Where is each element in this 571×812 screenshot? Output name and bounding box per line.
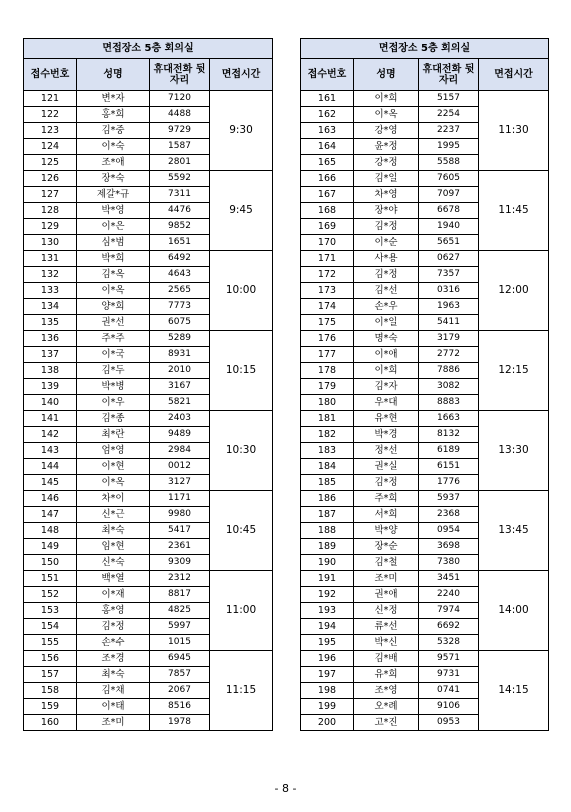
interview-time-cell: 11:30 [479,91,549,171]
table-row [24,91,273,107]
phone-digits-cell: 1978 [150,715,210,731]
name-cell: 조*미 [77,715,150,731]
phone-digits-cell: 9731 [419,667,479,683]
phone-digits-cell: 3082 [419,379,479,395]
phone-digits-cell: 1587 [150,139,210,155]
name-cell: 조*미 [354,571,419,587]
phone-digits-cell: 2254 [419,107,479,123]
name-cell: 이*재 [77,587,150,603]
phone-digits-cell: 0627 [419,251,479,267]
receipt-number-cell: 180 [301,395,354,411]
receipt-number-cell: 187 [301,507,354,523]
receipt-number-cell: 131 [24,251,77,267]
name-cell: 명*숙 [354,331,419,347]
name-cell: 김*정 [354,475,419,491]
table-row [301,651,549,667]
phone-digits-cell: 7886 [419,363,479,379]
phone-digits-cell: 2801 [150,155,210,171]
receipt-number-cell: 173 [301,283,354,299]
phone-digits-cell: 6075 [150,315,210,331]
receipt-number-cell: 127 [24,187,77,203]
name-cell: 김*자 [354,379,419,395]
receipt-number-cell: 197 [301,667,354,683]
receipt-number-cell: 168 [301,203,354,219]
receipt-number-cell: 129 [24,219,77,235]
name-cell: 조*애 [77,155,150,171]
header-phone-digits: 휴대전화 뒷자리 [150,59,210,91]
receipt-number-cell: 160 [24,715,77,731]
phone-digits-cell: 3698 [419,539,479,555]
name-cell: 박*양 [354,523,419,539]
table-title: 면접장소 5층 회의실 [301,39,549,59]
interview-time-cell: 10:30 [210,411,273,491]
receipt-number-cell: 135 [24,315,77,331]
phone-digits-cell: 0953 [419,715,479,731]
table-row [301,91,549,107]
interview-time-cell: 14:00 [479,571,549,651]
receipt-number-cell: 185 [301,475,354,491]
name-cell: 유*현 [354,411,419,427]
receipt-number-cell: 174 [301,299,354,315]
receipt-number-cell: 143 [24,443,77,459]
receipt-number-cell: 170 [301,235,354,251]
receipt-number-cell: 155 [24,635,77,651]
receipt-number-cell: 179 [301,379,354,395]
table-row [24,651,273,667]
receipt-number-cell: 145 [24,475,77,491]
name-cell: 이*우 [77,395,150,411]
name-cell: 장*야 [354,203,419,219]
phone-digits-cell: 5997 [150,619,210,635]
name-cell: 이*옥 [77,283,150,299]
table-row [301,411,549,427]
phone-digits-cell: 3167 [150,379,210,395]
name-cell: 우*대 [354,395,419,411]
name-cell: 정*선 [354,443,419,459]
name-cell: 주*희 [354,491,419,507]
phone-digits-cell: 1940 [419,219,479,235]
name-cell: 박*신 [354,635,419,651]
receipt-number-cell: 171 [301,251,354,267]
receipt-number-cell: 195 [301,635,354,651]
receipt-number-cell: 153 [24,603,77,619]
table-row [24,491,273,507]
schedule-table-right [300,38,549,731]
name-cell: 고*진 [354,715,419,731]
receipt-number-cell: 181 [301,411,354,427]
name-cell: 이*순 [354,235,419,251]
name-cell: 김*일 [354,171,419,187]
phone-digits-cell: 5157 [419,91,479,107]
phone-digits-cell: 4643 [150,267,210,283]
name-cell: 장*순 [354,539,419,555]
phone-digits-cell: 7311 [150,187,210,203]
receipt-number-cell: 150 [24,555,77,571]
name-cell: 조*영 [354,683,419,699]
phone-digits-cell: 2240 [419,587,479,603]
receipt-number-cell: 138 [24,363,77,379]
header-interview-time: 면접시간 [210,59,273,91]
phone-digits-cell: 5289 [150,331,210,347]
receipt-number-cell: 142 [24,427,77,443]
name-cell: 신*근 [77,507,150,523]
receipt-number-cell: 176 [301,331,354,347]
phone-digits-cell: 4825 [150,603,210,619]
receipt-number-cell: 124 [24,139,77,155]
phone-digits-cell: 9489 [150,427,210,443]
name-cell: 백*열 [77,571,150,587]
name-cell: 이*현 [77,459,150,475]
table-row [301,491,549,507]
table-row [24,411,273,427]
table-row [24,251,273,267]
name-cell: 오*례 [354,699,419,715]
interview-time-cell: 10:45 [210,491,273,571]
name-cell: 김*두 [77,363,150,379]
phone-digits-cell: 5592 [150,171,210,187]
phone-digits-cell: 3127 [150,475,210,491]
phone-digits-cell: 7974 [419,603,479,619]
name-cell: 사*용 [354,251,419,267]
name-cell: 차*영 [354,187,419,203]
name-cell: 조*경 [77,651,150,667]
receipt-number-cell: 193 [301,603,354,619]
receipt-number-cell: 169 [301,219,354,235]
receipt-number-cell: 121 [24,91,77,107]
phone-digits-cell: 1015 [150,635,210,651]
name-cell: 이*옥 [354,107,419,123]
receipt-number-cell: 189 [301,539,354,555]
name-cell: 변*자 [77,91,150,107]
table-row [301,571,549,587]
phone-digits-cell: 9309 [150,555,210,571]
receipt-number-cell: 198 [301,683,354,699]
table-title: 면접장소 5층 회의실 [24,39,273,59]
receipt-number-cell: 146 [24,491,77,507]
receipt-number-cell: 148 [24,523,77,539]
name-cell: 홍*희 [77,107,150,123]
name-cell: 김*선 [354,283,419,299]
interview-time-cell: 11:45 [479,171,549,251]
name-cell: 최*숙 [77,667,150,683]
receipt-number-cell: 134 [24,299,77,315]
receipt-number-cell: 166 [301,171,354,187]
receipt-number-cell: 147 [24,507,77,523]
receipt-number-cell: 196 [301,651,354,667]
phone-digits-cell: 8883 [419,395,479,411]
receipt-number-cell: 139 [24,379,77,395]
receipt-number-cell: 130 [24,235,77,251]
name-cell: 권*실 [354,459,419,475]
name-cell: 김*종 [77,411,150,427]
header-name: 성명 [77,59,150,91]
receipt-number-cell: 159 [24,699,77,715]
name-cell: 신*정 [354,603,419,619]
phone-digits-cell: 3451 [419,571,479,587]
phone-digits-cell: 7120 [150,91,210,107]
name-cell: 임*현 [77,539,150,555]
name-cell: 엄*영 [77,443,150,459]
name-cell: 이*옥 [77,475,150,491]
table-row [301,331,549,347]
receipt-number-cell: 123 [24,123,77,139]
receipt-number-cell: 191 [301,571,354,587]
receipt-number-cell: 190 [301,555,354,571]
receipt-number-cell: 200 [301,715,354,731]
phone-digits-cell: 8817 [150,587,210,603]
header-name: 성명 [354,59,419,91]
phone-digits-cell: 0741 [419,683,479,699]
receipt-number-cell: 156 [24,651,77,667]
interview-time-cell: 13:45 [479,491,549,571]
receipt-number-cell: 152 [24,587,77,603]
interview-time-cell: 11:00 [210,571,273,651]
name-cell: 김*정 [77,619,150,635]
phone-digits-cell: 1963 [419,299,479,315]
receipt-number-cell: 162 [301,107,354,123]
phone-digits-cell: 6492 [150,251,210,267]
name-cell: 차*이 [77,491,150,507]
phone-digits-cell: 9729 [150,123,210,139]
name-cell: 권*애 [354,587,419,603]
receipt-number-cell: 182 [301,427,354,443]
name-cell: 주*주 [77,331,150,347]
interview-time-cell: 9:30 [210,91,273,171]
receipt-number-cell: 165 [301,155,354,171]
receipt-number-cell: 172 [301,267,354,283]
name-cell: 심*범 [77,235,150,251]
interview-time-cell: 11:15 [210,651,273,731]
receipt-number-cell: 178 [301,363,354,379]
header-receipt-number: 접수번호 [24,59,77,91]
name-cell: 이*희 [354,91,419,107]
receipt-number-cell: 192 [301,587,354,603]
name-cell: 박*희 [77,251,150,267]
interview-time-cell: 12:15 [479,331,549,411]
phone-digits-cell: 2361 [150,539,210,555]
receipt-number-cell: 140 [24,395,77,411]
name-cell: 김*옥 [77,267,150,283]
phone-digits-cell: 7380 [419,555,479,571]
receipt-number-cell: 175 [301,315,354,331]
receipt-number-cell: 177 [301,347,354,363]
phone-digits-cell: 7357 [419,267,479,283]
phone-digits-cell: 6189 [419,443,479,459]
name-cell: 김*채 [77,683,150,699]
schedule-table-left [23,38,273,731]
name-cell: 최*숙 [77,523,150,539]
header-receipt-number: 접수번호 [301,59,354,91]
table-row [24,171,273,187]
receipt-number-cell: 188 [301,523,354,539]
name-cell: 이*은 [77,219,150,235]
name-cell: 홍*영 [77,603,150,619]
name-cell: 김*중 [77,123,150,139]
phone-digits-cell: 2368 [419,507,479,523]
name-cell: 김*철 [354,555,419,571]
name-cell: 김*배 [354,651,419,667]
name-cell: 박*영 [77,203,150,219]
receipt-number-cell: 164 [301,139,354,155]
name-cell: 장*숙 [77,171,150,187]
receipt-number-cell: 151 [24,571,77,587]
receipt-number-cell: 133 [24,283,77,299]
name-cell: 손*수 [77,635,150,651]
name-cell: 강*영 [354,123,419,139]
name-cell: 제갈*규 [77,187,150,203]
phone-digits-cell: 7097 [419,187,479,203]
receipt-number-cell: 194 [301,619,354,635]
receipt-number-cell: 144 [24,459,77,475]
phone-digits-cell: 1663 [419,411,479,427]
name-cell: 권*선 [77,315,150,331]
phone-digits-cell: 7773 [150,299,210,315]
name-cell: 박*병 [77,379,150,395]
phone-digits-cell: 2067 [150,683,210,699]
name-cell: 이*희 [354,363,419,379]
name-cell: 이*태 [77,699,150,715]
phone-digits-cell: 8931 [150,347,210,363]
phone-digits-cell: 8132 [419,427,479,443]
receipt-number-cell: 136 [24,331,77,347]
page-number: - 8 - [274,782,297,795]
phone-digits-cell: 1651 [150,235,210,251]
table-row [24,331,273,347]
interview-time-cell: 13:30 [479,411,549,491]
table-row [24,571,273,587]
interview-time-cell: 9:45 [210,171,273,251]
phone-digits-cell: 2565 [150,283,210,299]
phone-digits-cell: 5651 [419,235,479,251]
name-cell: 강*정 [354,155,419,171]
name-cell: 서*희 [354,507,419,523]
phone-digits-cell: 3179 [419,331,479,347]
name-cell: 류*선 [354,619,419,635]
name-cell: 이*숙 [77,139,150,155]
interview-time-cell: 14:15 [479,651,549,731]
receipt-number-cell: 163 [301,123,354,139]
receipt-number-cell: 141 [24,411,77,427]
phone-digits-cell: 0316 [419,283,479,299]
phone-digits-cell: 5937 [419,491,479,507]
phone-digits-cell: 1995 [419,139,479,155]
table-body [24,91,273,731]
phone-digits-cell: 6945 [150,651,210,667]
receipt-number-cell: 125 [24,155,77,171]
receipt-number-cell: 154 [24,619,77,635]
interview-time-cell: 10:00 [210,251,273,331]
phone-digits-cell: 9571 [419,651,479,667]
name-cell: 유*희 [354,667,419,683]
receipt-number-cell: 149 [24,539,77,555]
phone-digits-cell: 8516 [150,699,210,715]
table-row [301,171,549,187]
phone-digits-cell: 1776 [419,475,479,491]
phone-digits-cell: 2403 [150,411,210,427]
name-cell: 양*희 [77,299,150,315]
phone-digits-cell: 5328 [419,635,479,651]
receipt-number-cell: 186 [301,491,354,507]
name-cell: 이*국 [77,347,150,363]
phone-digits-cell: 9852 [150,219,210,235]
name-cell: 이*일 [354,315,419,331]
receipt-number-cell: 167 [301,187,354,203]
phone-digits-cell: 5417 [150,523,210,539]
receipt-number-cell: 122 [24,107,77,123]
phone-digits-cell: 7605 [419,171,479,187]
name-cell: 윤*정 [354,139,419,155]
phone-digits-cell: 6678 [419,203,479,219]
receipt-number-cell: 126 [24,171,77,187]
phone-digits-cell: 2772 [419,347,479,363]
interview-time-cell: 10:15 [210,331,273,411]
header-interview-time: 면접시간 [479,59,549,91]
name-cell: 박*경 [354,427,419,443]
phone-digits-cell: 4476 [150,203,210,219]
phone-digits-cell: 4488 [150,107,210,123]
receipt-number-cell: 157 [24,667,77,683]
phone-digits-cell: 7857 [150,667,210,683]
header-phone-digits: 휴대전화 뒷자리 [419,59,479,91]
phone-digits-cell: 2237 [419,123,479,139]
name-cell: 이*애 [354,347,419,363]
interview-time-cell: 12:00 [479,251,549,331]
name-cell: 김*정 [354,219,419,235]
name-cell: 김*정 [354,267,419,283]
phone-digits-cell: 0012 [150,459,210,475]
phone-digits-cell: 6151 [419,459,479,475]
phone-digits-cell: 0954 [419,523,479,539]
receipt-number-cell: 128 [24,203,77,219]
name-cell: 최*란 [77,427,150,443]
name-cell: 손*우 [354,299,419,315]
receipt-number-cell: 184 [301,459,354,475]
phone-digits-cell: 9980 [150,507,210,523]
phone-digits-cell: 5411 [419,315,479,331]
receipt-number-cell: 132 [24,267,77,283]
table-body [301,91,549,731]
phone-digits-cell: 5588 [419,155,479,171]
receipt-number-cell: 137 [24,347,77,363]
receipt-number-cell: 158 [24,683,77,699]
receipt-number-cell: 183 [301,443,354,459]
receipt-number-cell: 161 [301,91,354,107]
phone-digits-cell: 5821 [150,395,210,411]
phone-digits-cell: 2010 [150,363,210,379]
receipt-number-cell: 199 [301,699,354,715]
phone-digits-cell: 6692 [419,619,479,635]
name-cell: 신*숙 [77,555,150,571]
phone-digits-cell: 2984 [150,443,210,459]
phone-digits-cell: 1171 [150,491,210,507]
phone-digits-cell: 2312 [150,571,210,587]
phone-digits-cell: 9106 [419,699,479,715]
table-row [301,251,549,267]
